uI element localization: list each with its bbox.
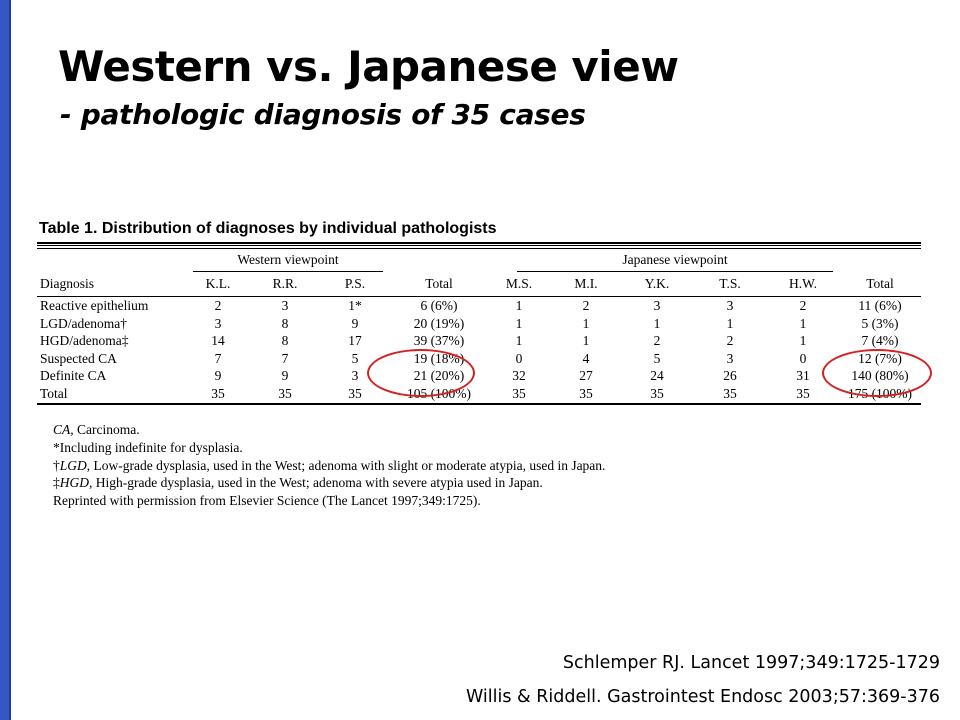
cell-diagnosis: LGD/adenoma†: [40, 315, 127, 331]
reference-willis: Willis & Riddell. Gastrointest Endosc 2003;57:369-376: [466, 687, 940, 707]
table-row: [37, 367, 921, 385]
cell: 1: [726, 315, 734, 331]
slide-title: Western vs. Japanese view: [58, 42, 679, 91]
western-group-header: [185, 249, 391, 272]
table-row: [37, 350, 921, 368]
col-header-ms: M.S.: [487, 272, 551, 297]
reference-schlemper: Schlemper RJ. Lancet 1997;349:1725-1729: [562, 653, 940, 673]
cell-western-total: 20 (19%): [413, 315, 465, 331]
cell: 35: [211, 385, 225, 401]
slide-subtitle: - pathologic diagnosis of 35 cases: [60, 98, 586, 131]
cell: 9: [281, 368, 289, 384]
cell-western-total: 105 (100%): [406, 385, 472, 401]
cell: 1: [799, 315, 807, 331]
footnote-hgd-mark: ‡: [53, 475, 60, 491]
cell: 5: [653, 350, 661, 366]
cell: 1: [653, 315, 661, 331]
cell: 31: [796, 368, 810, 384]
highlight-circle-japanese: [822, 349, 932, 397]
cell: 0: [799, 350, 807, 366]
col-header-rr: R.R.: [251, 272, 319, 297]
diagnosis-table: [37, 242, 921, 405]
cell: 3: [214, 315, 222, 331]
cell-western-total: 19 (18%): [413, 350, 465, 366]
col-header-kl: K.L.: [185, 272, 251, 297]
cell: 5: [351, 350, 359, 366]
cell: 24: [650, 368, 664, 384]
cell: 32: [512, 368, 526, 384]
cell: 35: [796, 385, 810, 401]
table-row-total: [37, 385, 921, 403]
cell: 0: [515, 350, 523, 366]
cell: 35: [348, 385, 362, 401]
table-bottom-rule: [37, 403, 921, 405]
cell: 2: [214, 298, 222, 313]
cell-japanese-total: 11 (6%): [858, 298, 902, 313]
cell: 35: [650, 385, 664, 401]
cell-japanese-total: 7 (4%): [861, 333, 899, 349]
cell: 9: [214, 368, 222, 384]
table-row: [37, 332, 921, 350]
cell: 1: [515, 315, 523, 331]
cell: 35: [512, 385, 526, 401]
cell: 1: [582, 333, 590, 349]
cell-western-total: 39 (37%): [413, 333, 465, 349]
cell: 7: [281, 350, 289, 366]
cell: 14: [211, 333, 225, 349]
cell: 27: [579, 368, 593, 384]
cell: 26: [723, 368, 737, 384]
cell: 3: [351, 368, 359, 384]
cell-japanese-total: 175 (100%): [847, 385, 913, 401]
footnote-hgd-text: High-grade dysplasia, used in the West; adenoma with severe atypia used in Japan.: [92, 475, 543, 491]
footnote-reprint: Reprinted with permission from Elsevier Science (The Lancet 1997;349:1725).: [53, 493, 481, 509]
cell: 3: [726, 298, 734, 313]
left-accent-bar: [0, 0, 11, 720]
col-header-ps: P.S.: [319, 272, 391, 297]
cell: 4: [582, 350, 590, 366]
cell: 3: [653, 298, 661, 313]
footnote-indefinite: *Including indefinite for dysplasia.: [53, 439, 243, 455]
cell-diagnosis: Definite CA: [40, 368, 107, 384]
footnote-hgd-term: HGD,: [59, 475, 93, 491]
cell-western-total: 21 (20%): [413, 368, 465, 384]
cell-japanese-total: 12 (7%): [858, 350, 902, 366]
highlight-circle-western: [367, 349, 475, 397]
group-header-row: [37, 249, 921, 272]
japanese-group-header: [487, 249, 839, 272]
cell: 2: [726, 333, 734, 349]
cell: 8: [281, 333, 289, 349]
cell-japanese-total: 140 (80%): [851, 368, 909, 384]
cell: 2: [582, 298, 590, 313]
western-group-label: Western viewpoint: [193, 249, 383, 272]
cell-japanese-total: 5 (3%): [861, 315, 899, 331]
col-header-hw: H.W.: [767, 272, 839, 297]
col-header-diagnosis: Diagnosis: [37, 272, 185, 297]
col-header-yk: Y.K.: [621, 272, 693, 297]
cell: 9: [351, 315, 359, 331]
cell-diagnosis: Reactive epithelium: [40, 298, 149, 313]
cell: 8: [281, 315, 289, 331]
table-footnotes: [53, 421, 605, 510]
cell: 1: [582, 315, 590, 331]
cell: 3: [726, 350, 734, 366]
column-header-row: [37, 272, 921, 297]
cell-western-total: 6 (6%): [420, 298, 458, 313]
footnote-ca-term: CA,: [53, 422, 74, 437]
cell: 1: [515, 298, 523, 313]
cell: 7: [214, 350, 222, 366]
cell: 1: [515, 333, 523, 349]
footnote-lgd: [53, 457, 605, 475]
cell: 2: [799, 298, 807, 313]
table-row: [37, 315, 921, 333]
cell-diagnosis: Suspected CA: [40, 350, 117, 366]
cell: 35: [579, 385, 593, 401]
footnote-lgd-text: Low-grade dysplasia, used in the West; adenoma with slight or moderate atypia, used in Japan.: [90, 457, 606, 473]
col-header-mi: M.I.: [551, 272, 621, 297]
cell: 35: [723, 385, 737, 401]
cell-diagnosis: HGD/adenoma‡: [40, 333, 129, 349]
table-top-rule: [37, 242, 921, 244]
table-row: [37, 297, 921, 315]
table-caption: Table 1. Distribution of diagnoses by individual pathologists: [39, 220, 497, 237]
japanese-group-label: Japanese viewpoint: [517, 249, 833, 272]
cell: 2: [653, 333, 661, 349]
col-header-ts: T.S.: [693, 272, 767, 297]
cell-diagnosis: Total: [40, 385, 68, 401]
col-header-japanese-total: Total: [839, 272, 921, 297]
cell: 1: [799, 333, 807, 349]
footnote-ca: [53, 421, 605, 439]
cell: 35: [278, 385, 292, 401]
footnote-ca-text: Carcinoma.: [73, 422, 140, 437]
cell: 3: [281, 298, 289, 313]
col-header-western-total: Total: [391, 272, 487, 297]
cell: 1*: [348, 298, 362, 313]
cell: 17: [348, 333, 362, 349]
footnote-hgd: [53, 474, 605, 492]
footnote-lgd-mark: †: [53, 457, 60, 473]
footnote-lgd-term: LGD,: [59, 457, 91, 473]
